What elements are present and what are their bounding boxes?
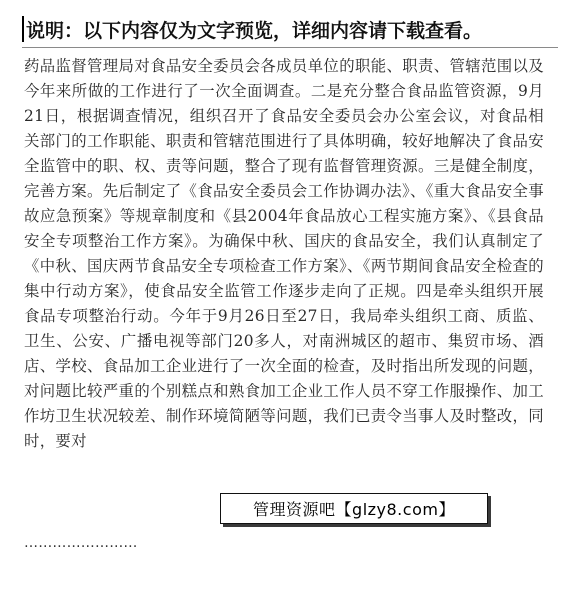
preview-notice (22, 14, 542, 44)
document-body: 药品监督管理局对食品安全委员会各成员单位的职能、职责、管辖范围以及今年来所做的工作进行了一次全面调查。二是充分整合食品监管资源，9月21日，根据调查情况，组织召开了食品安全委员会办公室会议，对食品相关部门的工作职能、职责和管辖范围进行了具体明确，较好地解决了食品安全监管中的职、权、责等问题，整合了现有监督管理资源。三是健全制度，完善方案。先后制定了《食品安全委员会工作协调办法》、《重大食品安全事故应急预案》等规章制度和《县2004年食品放心工程实施方案》、《县食品安全专项整治工作方案》。为确保中秋、国庆的食品安全，我们认真制定了《中秋、国庆两节食品安全专项检查工作方案》、《两节期间食品安全检查的集中行动方案》，使食品安全监管工作逐步走向了正规。四是牵头组织开展食品专项整治行动。今年于9月26日至27日，我局牵头组织工商、质监、卫生、公安、广播电视等部门20多人，对南洲城区的超市、集贸市场、酒店、学校、食品加工企业进行了一次全面的检查，及时指出所发现的问题，对问题比较严重的个别糕点和熟食加工企业工作人员不穿工作服操作、加工作坊卫生状况较差、制作环境简陋等问题，我们已责令当事人及时整改，同时，要对 (24, 57, 544, 450)
watermark-text: 管理资源吧【glzy8.com】 (253, 500, 455, 519)
watermark-badge (220, 493, 488, 524)
text-cursor (22, 16, 24, 42)
header-divider (22, 47, 558, 48)
preview-notice-text: 说明：以下内容仅为文字预览，详细内容请下载查看。 (26, 19, 483, 42)
truncation-ellipsis: …………………… (24, 535, 138, 551)
